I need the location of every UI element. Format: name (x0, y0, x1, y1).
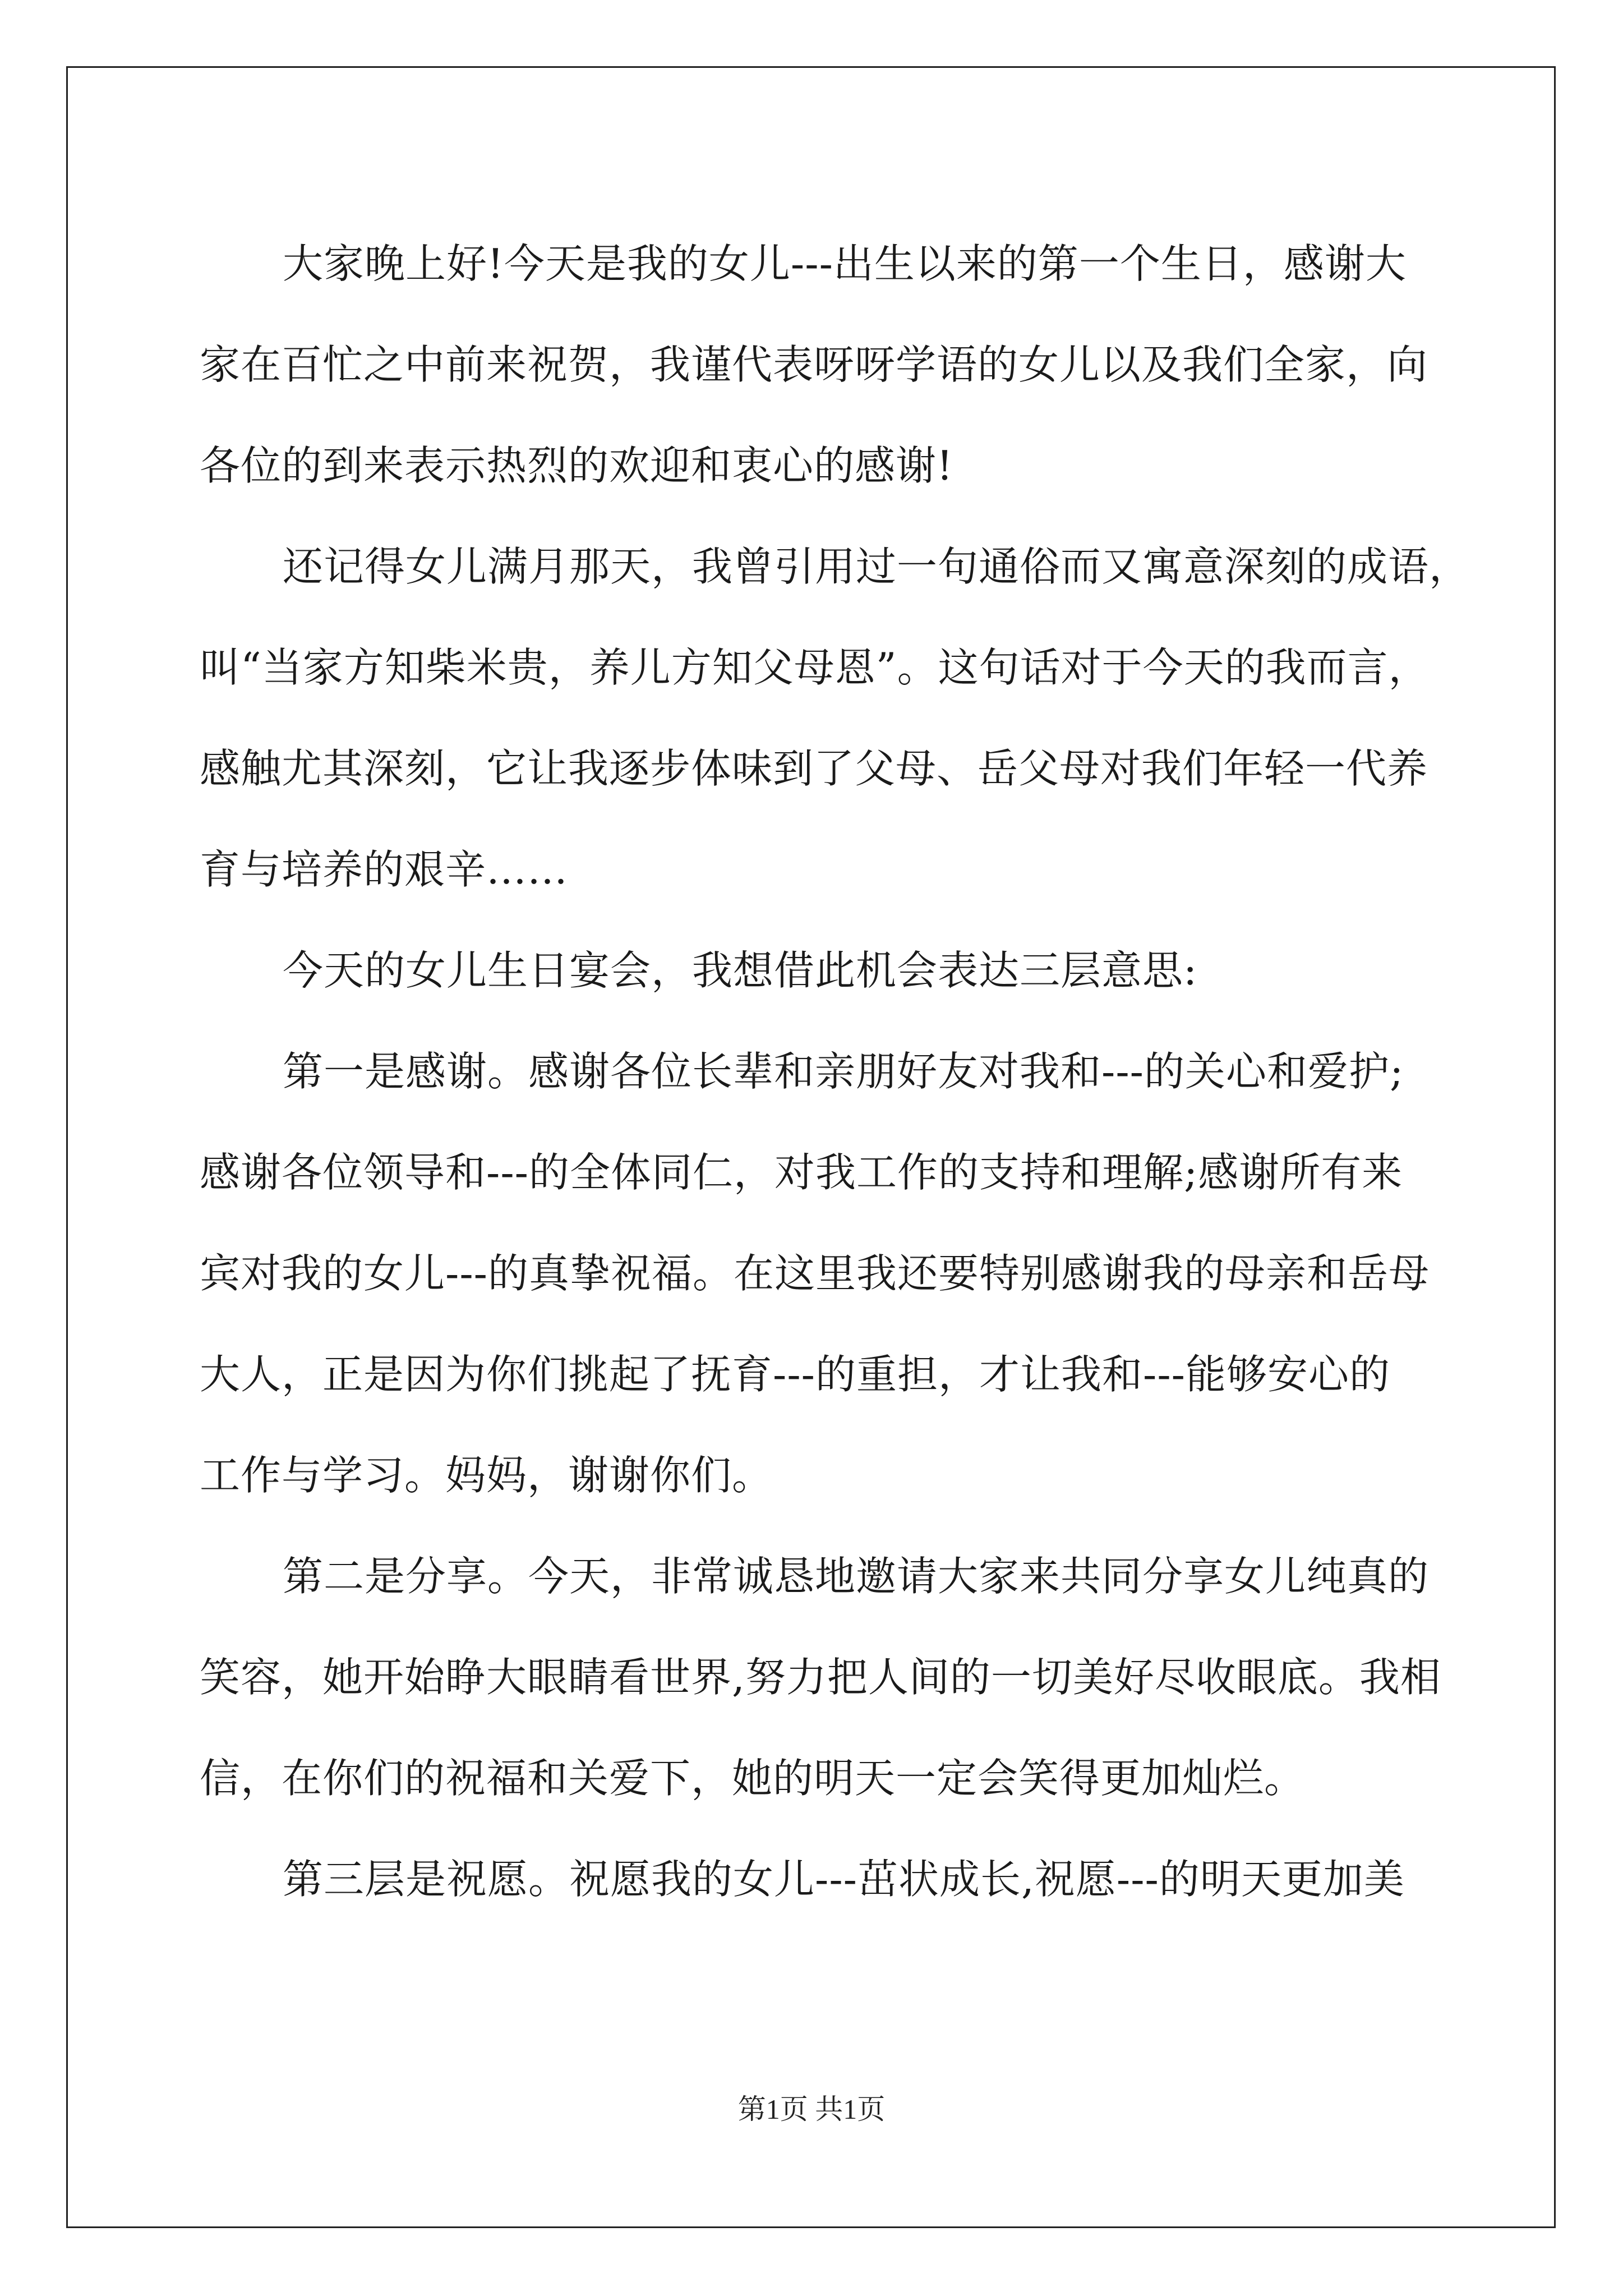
text-line: 第三层是祝愿。祝愿我的女儿---茁状成长,祝愿---的明天更加美 (283, 1856, 1405, 1903)
text-line: 工作与学习。妈妈，谢谢你们。 (200, 1452, 773, 1499)
text-line: 感触尤其深刻，它让我逐步体味到了父母、岳父母对我们年轻一代养 (200, 745, 1428, 792)
text-line: 宾对我的女儿---的真挚祝福。在这里我还要特别感谢我的母亲和岳母 (200, 1250, 1430, 1297)
text-line: 第二是分享。今天，非常诚恳地邀请大家来共同分享女儿纯真的 (283, 1553, 1430, 1600)
text-line: 第一是感谢。感谢各位长辈和亲朋好友对我和---的关心和爱护; (283, 1048, 1404, 1095)
text-line: 育与培养的艰辛…… (200, 846, 569, 893)
text-line: 叫“当家方知柴米贵，养儿方知父母恩”。这句话对于今天的我而言， (200, 644, 1430, 691)
text-line: 感谢各位领导和---的全体同仁，对我工作的支持和理解;感谢所有来 (200, 1149, 1403, 1196)
page-footer: 第1页 共1页 (737, 2093, 886, 2125)
text-line: 还记得女儿满月那天，我曾引用过一句通俗而又寓意深刻的成语， (283, 543, 1470, 590)
text-line: 大家晚上好!今天是我的女儿---出生以来的第一个生日，感谢大 (283, 240, 1407, 287)
text-line: 各位的到来表示热烈的欢迎和衷心的感谢! (200, 442, 953, 489)
text-line: 大人，正是因为你们挑起了抚育---的重担，才让我和---能够安心的 (200, 1351, 1390, 1398)
text-line: 今天的女儿生日宴会，我想借此机会表达三层意思: (283, 947, 1198, 994)
text-line: 信，在你们的祝福和关爱下，她的明天一定会笑得更加灿烂。 (200, 1755, 1306, 1802)
text-line: 家在百忙之中前来祝贺，我谨代表呀呀学语的女儿以及我们全家，向 (200, 341, 1428, 388)
document-body (200, 213, 1470, 1930)
text-line: 笑容，她开始睁大眼睛看世界,努力把人间的一切美好尽收眼底。我相 (200, 1654, 1441, 1701)
